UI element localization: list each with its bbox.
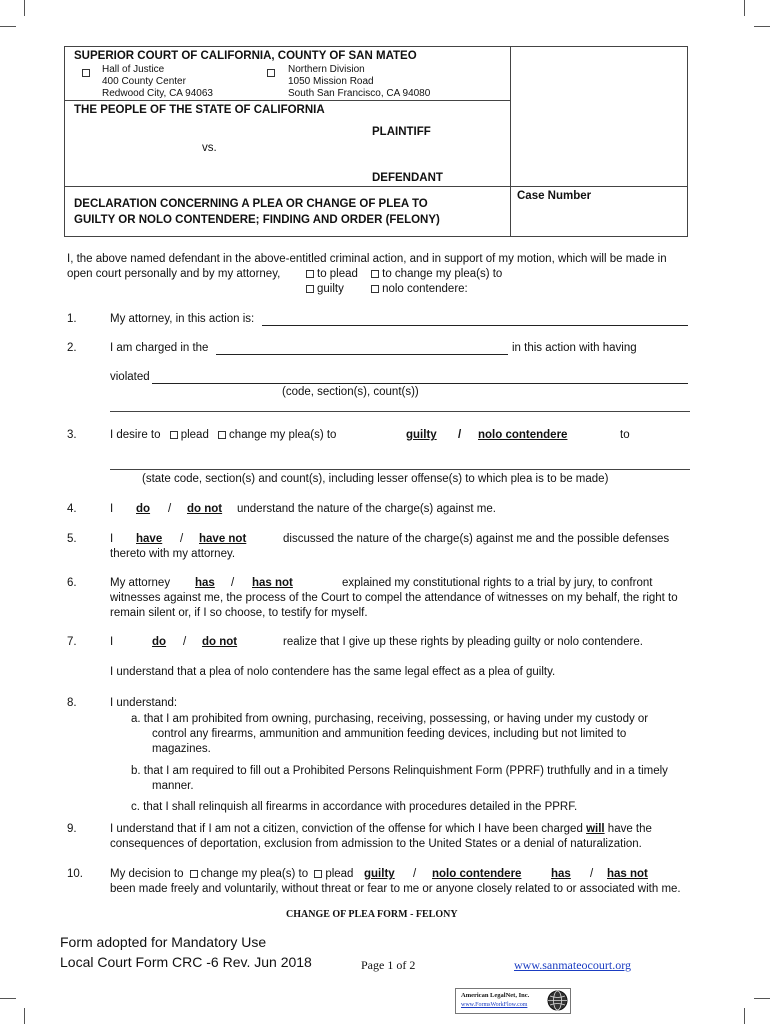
slash: /	[458, 429, 462, 441]
item-9-text-2: consequences of deportation, exclusion from admission to the United States or a denial of naturalization.	[110, 838, 642, 850]
item-number: 3.	[67, 429, 77, 441]
item-3-to: to	[620, 429, 630, 441]
item-2-text: I am charged in the	[110, 342, 209, 354]
nolo-checkbox[interactable]	[371, 285, 379, 293]
nolo-option[interactable]: nolo contendere	[478, 429, 568, 441]
caption-divider	[510, 46, 511, 236]
crop-mark	[0, 26, 16, 27]
item-number: 10.	[67, 868, 83, 880]
do-option[interactable]: do	[136, 503, 151, 515]
violated-field[interactable]	[152, 371, 688, 384]
item-7-note: I understand that a plea of nolo contendere has the same legal effect as a plea of guilty.	[110, 666, 556, 678]
slash: /	[231, 577, 235, 589]
nolo-option[interactable]: nolo contendere	[432, 868, 522, 880]
crop-mark	[24, 0, 25, 16]
intro-line-1: I, the above named defendant in the above-entitled criminal action, and in support of my motion, which will be made in	[67, 253, 667, 265]
caption-rule	[64, 186, 688, 187]
has-not-option[interactable]: has not	[607, 868, 648, 880]
slash: /	[183, 636, 187, 648]
logo-line-2: www.FormsWorkFlow.com	[461, 1002, 528, 1008]
offense-field[interactable]	[110, 469, 690, 470]
form-title: DECLARATION CONCERNING A PLEA OR CHANGE OF PLEA TO GUILTY OR NOLO CONTENDERE; FINDING AND ORDER (FELONY)	[74, 198, 440, 226]
item-7-text: realize that I give up these rights by pleading guilty or nolo contendere.	[283, 636, 643, 648]
crop-mark	[0, 998, 16, 999]
item-1-text: My attorney, in this action is:	[110, 313, 255, 325]
change-checkbox[interactable]	[218, 431, 226, 439]
guilty-checkbox[interactable]	[306, 285, 314, 293]
has-not-option[interactable]: has not	[252, 577, 293, 589]
has-option[interactable]: has	[195, 577, 215, 589]
item-5-text: discussed the nature of the charge(s) against me and the possible defenses	[283, 533, 670, 545]
footer-form-title: CHANGE OF PLEA FORM - FELONY	[286, 909, 458, 920]
violated-field-2[interactable]	[110, 411, 690, 412]
item-6-text: explained my constitutional rights to a trial by jury, to confront	[342, 577, 653, 589]
crop-mark	[744, 0, 745, 16]
guilty-option[interactable]: guilty	[406, 429, 437, 441]
intro-line-2: open court personally and by my attorney,	[67, 268, 281, 280]
location-2: Northern Division 1050 Mission Road South San Francisco, CA 94080	[288, 64, 431, 99]
crop-mark	[754, 998, 770, 999]
item-6-text-2: witnesses against me, the process of the Court to compel the attendance of witnesses on my behalf, the right to	[110, 592, 678, 604]
crop-mark	[24, 1008, 25, 1024]
footer-page-number: Page 1 of 2	[361, 958, 416, 972]
item-10-text: My decision to change my plea(s) to plead	[110, 868, 354, 880]
item-number: 4.	[67, 503, 77, 515]
item-8c: c. that I shall relinquish all firearms in accordance with procedures detailed in the PPRF.	[131, 801, 578, 813]
item-6-a: My attorney	[110, 577, 171, 589]
intro-options: to plead to change my plea(s) to	[306, 268, 502, 280]
to-plead-checkbox[interactable]	[306, 270, 314, 278]
hall-of-justice-checkbox[interactable]	[82, 69, 90, 77]
change-plea-checkbox[interactable]	[371, 270, 379, 278]
item-4-i: I	[110, 503, 114, 515]
caption-rule	[64, 100, 511, 101]
item-10-text-2: been made freely and voluntarily, without threat or fear to me or anyone closely related to or associated with me.	[110, 883, 681, 895]
do-not-option[interactable]: do not	[202, 636, 238, 648]
slash: /	[590, 868, 594, 880]
slash: /	[168, 503, 172, 515]
slash: /	[180, 533, 184, 545]
item-5-i: I	[110, 533, 114, 545]
item-number: 5.	[67, 533, 77, 545]
charged-in-field[interactable]	[216, 342, 508, 355]
item-number: 9.	[67, 823, 77, 835]
logo-line-1: American LegalNet, Inc.	[461, 992, 530, 999]
item-number: 8.	[67, 697, 77, 709]
location-1: Hall of Justice 400 County Center Redwood City, CA 94063	[102, 64, 213, 99]
do-option[interactable]: do	[152, 636, 167, 648]
item-7-i: I	[110, 636, 114, 648]
offense-caption: (state code, section(s) and count(s), including lesser offense(s) to which plea is to be made)	[142, 473, 609, 485]
violated-caption: (code, section(s), count(s))	[282, 386, 419, 398]
item-9-text: I understand that if I am not a citizen, conviction of the offense for which I have been charged will have the	[110, 823, 652, 835]
item-8a: a. that I am prohibited from owning, purchasing, receiving, possessing, or having under my custody or control any firearms, ammunition and ammunition feeding devices, including but not limited to magazines.	[131, 713, 649, 755]
item-number: 1.	[67, 313, 77, 325]
have-option[interactable]: have	[136, 533, 163, 545]
plead-checkbox[interactable]	[314, 870, 322, 878]
vs-label: vs.	[202, 142, 217, 154]
guilty-option[interactable]: guilty	[364, 868, 395, 880]
item-4-text: understand the nature of the charge(s) against me.	[237, 503, 496, 515]
do-not-option[interactable]: do not	[187, 503, 223, 515]
footer-form-number: Local Court Form CRC -6 Rev. Jun 2018	[60, 954, 312, 970]
item-number: 6.	[67, 577, 77, 589]
crop-mark	[744, 1008, 745, 1024]
attorney-name-field[interactable]	[262, 313, 688, 326]
footer-court-link[interactable]: www.sanmateocourt.org	[514, 958, 631, 972]
people-heading: THE PEOPLE OF THE STATE OF CALIFORNIA	[74, 104, 325, 116]
footer-adopted: Form adopted for Mandatory Use	[60, 934, 267, 950]
change-plea-checkbox[interactable]	[190, 870, 198, 878]
intro-options-2: guilty nolo contendere:	[306, 283, 468, 295]
legalnet-logo[interactable]	[455, 988, 571, 1014]
item-2-violated: violated	[110, 371, 150, 383]
has-option[interactable]: has	[551, 868, 571, 880]
plead-checkbox[interactable]	[170, 431, 178, 439]
northern-division-checkbox[interactable]	[267, 69, 275, 77]
item-3-text: I desire to plead change my plea(s) to	[110, 429, 337, 441]
have-not-option[interactable]: have not	[199, 533, 247, 545]
item-5-text-2: thereto with my attorney.	[110, 548, 236, 560]
plaintiff-label: PLAINTIFF	[372, 126, 431, 138]
item-number: 7.	[67, 636, 77, 648]
item-8b: b. that I am required to fill out a Prohibited Persons Relinquishment Form (PPRF) truthfully and in a timely manner.	[131, 765, 668, 792]
defendant-label: DEFENDANT	[372, 172, 443, 184]
item-8-text: I understand:	[110, 697, 178, 709]
globe-icon	[547, 990, 568, 1011]
item-6-text-3: remain silent or, if I so choose, to testify for myself.	[110, 607, 368, 619]
case-number-label: Case Number	[517, 190, 592, 202]
slash: /	[413, 868, 417, 880]
item-number: 2.	[67, 342, 77, 354]
crop-mark	[754, 26, 770, 27]
court-title: SUPERIOR COURT OF CALIFORNIA, COUNTY OF SAN MATEO	[74, 50, 417, 62]
item-2-text-b: in this action with having	[512, 342, 637, 354]
